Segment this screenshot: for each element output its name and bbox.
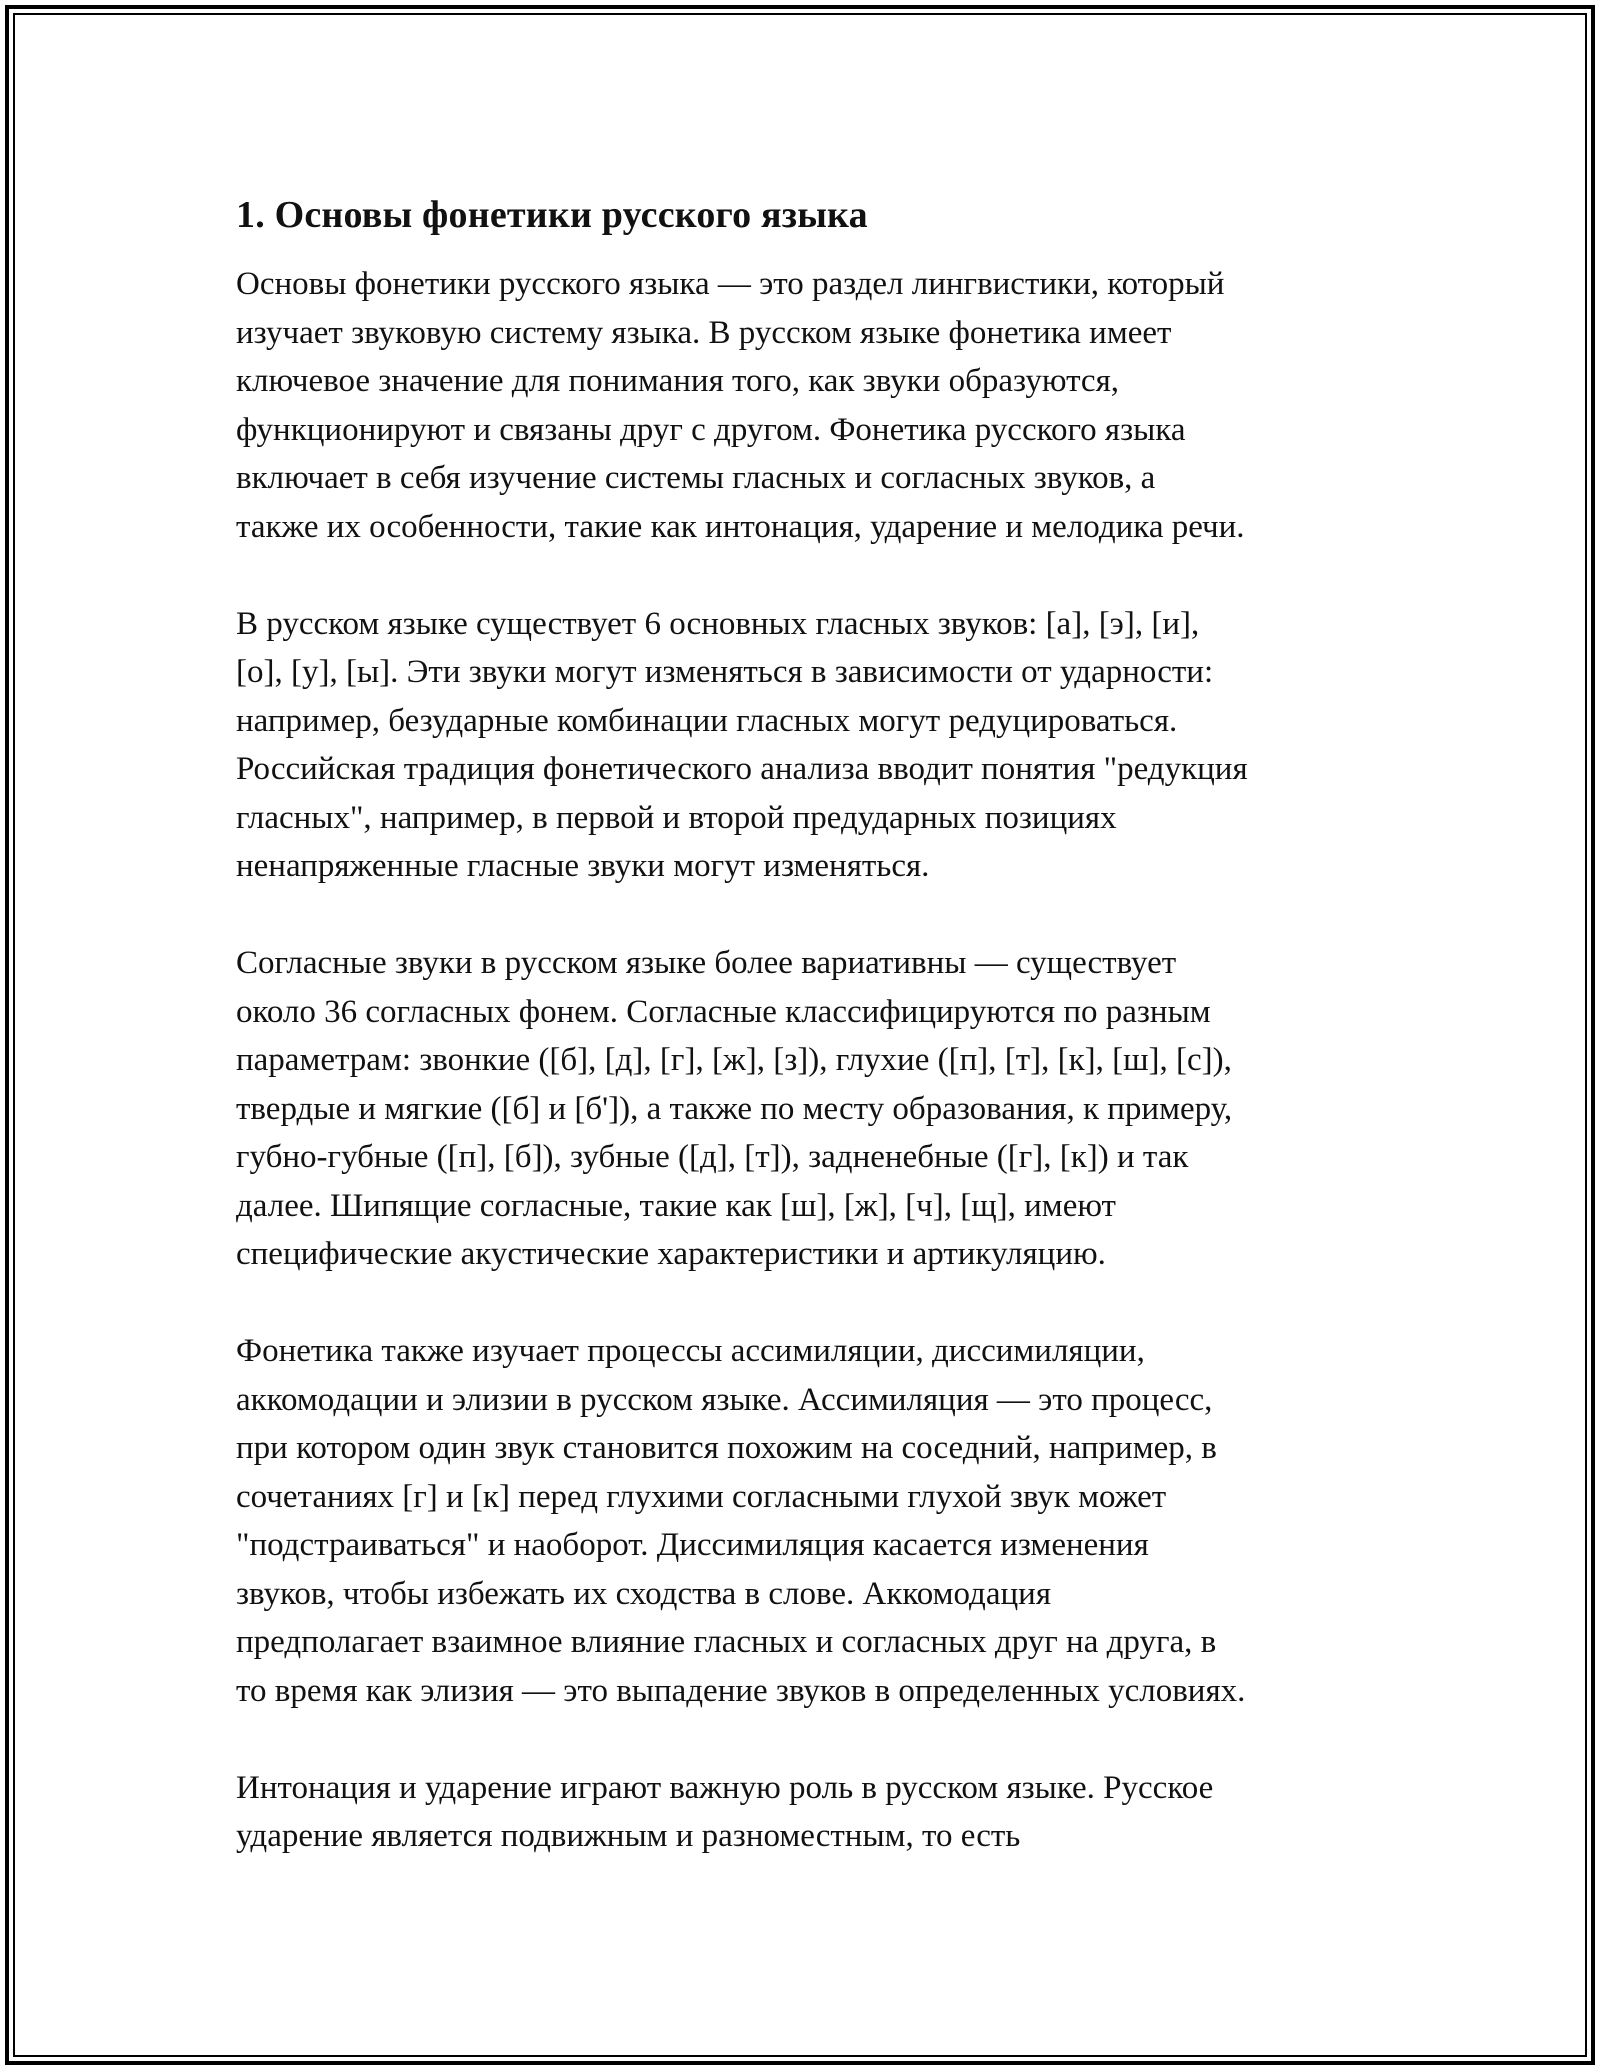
paragraph-consonants: Согласные звуки в русском языке более вариативны — существует около 36 согласных фонем. Согласные классифицируются по разным параметрам: звонкие ([б], [д], [г], [ж], [з]), глухие ([п], [т], [к], [ш], [с]), твердые и мягкие ([б] и [б']), а также по месту образования, к примеру, губно-губные ([п], [б]), зубные ([д], [т]), задненебные ([г], [к]) и так далее. Шипящие согласные, такие как [ш], [ж], [ч], [щ], имеют специфические акустические характеристики и артикуляцию. — [236, 945, 1233, 1272]
section-heading: 1. Основы фонетики русского языка — [236, 194, 868, 236]
paragraph-intonation: Интонация и ударение играют важную роль в русском языке. Русское ударение является подвижным и разноместным, то есть — [236, 1769, 1214, 1854]
document-body — [236, 190, 1376, 1861]
paragraph-vowels: В русском языке существует 6 основных гласных звуков: [а], [э], [и], [о], [у], [ы]. Эти звуки могут изменяться в зависимости от ударности: например, безударные комбинации гласных могут редуцироваться. Российская традиция фонетического анализа вводит понятия "редукция гласных", например, в первой и второй предударных позициях ненапряженные гласные звуки могут изменяться. — [236, 605, 1248, 884]
paragraph-intro: Основы фонетики русского языка — это раздел лингвистики, который изучает звуковую систему языка. В русском языке фонетика имеет ключевое значение для понимания того, как звуки образуются, функционируют и связаны друг с другом. Фонетика русского языка включает в себя изучение системы гласных и согласных звуков, а также их особенности, такие как интонация, ударение и мелодика речи. — [236, 266, 1245, 545]
paragraph-processes: Фонетика также изучает процессы ассимиляции, диссимиляции, аккомодации и элизии в русском языке. Ассимиляция — это процесс, при котором один звук становится похожим на соседний, например, в сочетаниях [г] и [к] перед глухими согласными глухой звук может "подстраиваться" и наоборот. Диссимиляция касается изменения звуков, чтобы избежать их сходства в слове. Аккомодация предполагает взаимное влияние гласных и согласных друг на друга, в то время как элизия — это выпадение звуков в определенных условиях. — [236, 1333, 1246, 1709]
